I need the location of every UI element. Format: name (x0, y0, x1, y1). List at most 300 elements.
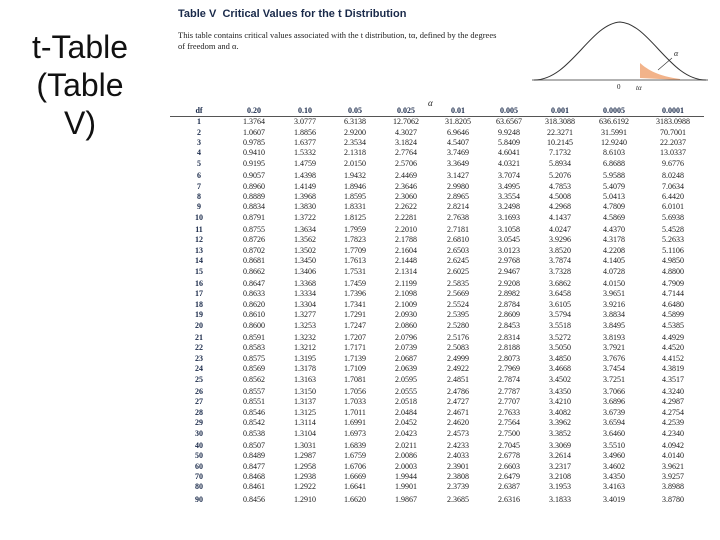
critical-value-cell: 1.3277 (294, 310, 316, 320)
header-row (170, 104, 704, 117)
df-cell: 90 (195, 494, 203, 504)
critical-value-cell: 6.0101 (662, 202, 684, 212)
critical-value-cell: 1.3232 (294, 333, 316, 342)
critical-value-cell: 4.1437 (549, 212, 571, 222)
critical-value-cell: 2.4233 (447, 440, 469, 450)
critical-value-cell: 4.3178 (603, 235, 625, 245)
critical-value-cell: 0.8600 (243, 320, 265, 330)
critical-value-cell: 4.4929 (662, 333, 684, 342)
critical-value-cell: 1.7396 (344, 289, 366, 299)
critical-value-cell: 3.6460 (603, 428, 625, 438)
table-row (170, 364, 704, 374)
critical-value-cell: 1.5332 (294, 148, 316, 158)
critical-value-cell: 2.5835 (447, 279, 469, 289)
critical-value-cell: 4.6041 (498, 148, 520, 158)
critical-value-cell: 0.8620 (243, 299, 265, 309)
table-row (170, 256, 704, 266)
critical-value-cell: 2.9467 (498, 266, 520, 276)
critical-value-cell: 4.4520 (662, 343, 684, 353)
critical-value-cell: 3.1833 (549, 494, 571, 504)
critical-value-cell: 3.7454 (603, 364, 625, 374)
table-heading (178, 8, 406, 20)
t-table-document (170, 4, 715, 538)
critical-value-cell: 1.2987 (294, 451, 316, 461)
table-row (170, 408, 704, 418)
critical-value-cell: 4.0321 (498, 158, 520, 168)
table-body (170, 117, 704, 506)
critical-value-cell: 3.4502 (549, 374, 571, 384)
critical-value-cell: 2.2010 (395, 225, 417, 235)
column-header-alpha: 0.0005 (586, 104, 642, 117)
critical-value-cell: 0.8557 (243, 386, 265, 396)
critical-value-cell: 3.9296 (549, 235, 571, 245)
critical-value-cell: 1.3031 (294, 440, 316, 450)
critical-value-cell: 2.9768 (498, 256, 520, 266)
critical-value-cell: 2.7638 (447, 212, 469, 222)
table-row (170, 493, 704, 505)
critical-value-cell: 4.5407 (447, 137, 469, 147)
column-header-alpha: 0.01 (432, 104, 484, 117)
critical-value-cell: 2.6025 (447, 266, 469, 276)
df-cell: 13 (195, 245, 203, 255)
critical-value-cell: 5.1106 (662, 245, 684, 255)
critical-value-cell: 1.3125 (294, 407, 316, 417)
critical-value-cell: 3.8780 (662, 494, 684, 504)
critical-value-cell: 3.7074 (498, 171, 520, 181)
table-row (170, 320, 704, 330)
table-row (170, 343, 704, 353)
critical-value-cell: 0.8834 (243, 202, 265, 212)
critical-value-cell: 2.0484 (395, 407, 417, 417)
critical-value-cell: 1.6706 (344, 461, 366, 471)
critical-value-cell: 2.1318 (344, 148, 366, 158)
critical-value-cell: 31.8205 (445, 117, 471, 127)
critical-value-cell: 5.6938 (662, 212, 684, 222)
critical-value-cell: 2.7181 (447, 225, 469, 235)
df-cell: 1 (197, 117, 201, 127)
critical-value-cell: 2.0860 (395, 320, 417, 330)
table-row (170, 374, 704, 384)
critical-value-cell: 3.9257 (662, 472, 684, 482)
critical-value-cell: 1.9432 (344, 171, 366, 181)
df-cell: 40 (195, 440, 203, 450)
df-cell: 18 (195, 299, 203, 309)
critical-value-cell: 1.8331 (344, 202, 366, 212)
critical-value-cell: 2.1604 (395, 245, 417, 255)
critical-value-cell: 0.8489 (243, 451, 265, 461)
column-header-alpha: 0.005 (484, 104, 534, 117)
critical-value-cell: 2.8214 (447, 202, 469, 212)
table-row (170, 213, 704, 223)
critical-value-cell: 6.4420 (662, 191, 684, 201)
critical-value-cell: 0.8507 (243, 440, 265, 450)
critical-value-cell: 3.4995 (498, 181, 520, 191)
critical-value-cell: 2.4033 (447, 451, 469, 461)
critical-value-cell: 7.1732 (549, 148, 571, 158)
critical-value-cell: 2.3739 (447, 482, 469, 492)
critical-value-cell: 2.0150 (344, 158, 366, 168)
critical-value-cell: 1.3368 (294, 279, 316, 289)
critical-value-cell: 318.3088 (545, 117, 575, 127)
critical-value-cell: 2.5524 (447, 299, 469, 309)
critical-value-cell: 4.4370 (603, 225, 625, 235)
critical-value-cell: 3.0777 (294, 117, 316, 127)
slide-title: t-Table (Table V) (31, 29, 129, 141)
critical-value-cell: 1.7531 (344, 266, 366, 276)
table-row (170, 148, 704, 158)
critical-value-cell: 3.8193 (603, 333, 625, 342)
critical-value-cell: 2.0003 (395, 461, 417, 471)
critical-value-cell: 2.1009 (395, 299, 417, 309)
critical-value-cell: 1.3104 (294, 428, 316, 438)
critical-value-cell: 3.4960 (603, 451, 625, 461)
critical-value-cell: 2.4922 (447, 364, 469, 374)
critical-value-cell: 4.4152 (662, 353, 684, 363)
critical-value-cell: 1.3764 (243, 117, 265, 127)
critical-value-cell: 2.1098 (395, 289, 417, 299)
table-row (170, 192, 704, 202)
critical-value-cell: 1.7011 (344, 407, 366, 417)
critical-value-cell: 5.4079 (603, 181, 625, 191)
critical-value-cell: 3.8495 (603, 320, 625, 330)
df-cell: 26 (195, 386, 203, 396)
critical-value-cell: 0.8647 (243, 279, 265, 289)
critical-value-cell: 3.1058 (498, 225, 520, 235)
df-cell: 21 (195, 333, 203, 342)
df-cell: 23 (195, 353, 203, 363)
critical-value-cell: 0.8456 (243, 494, 265, 504)
critical-value-cell: 6.8688 (603, 158, 625, 168)
critical-value-cell: 1.3634 (294, 225, 316, 235)
critical-value-cell: 0.8542 (243, 418, 265, 428)
table-description: This table contains critical values associated with the t distribution, tα, defined by the degrees of freedom and α. (178, 30, 497, 51)
critical-value-cell: 3.4163 (603, 482, 625, 492)
critical-value-cell: 1.6669 (344, 472, 366, 482)
critical-value-cell: 2.7874 (498, 374, 520, 384)
critical-value-cell: 2.5706 (395, 158, 417, 168)
critical-value-cell: 3.3649 (447, 158, 469, 168)
critical-value-cell: 10.2145 (547, 137, 573, 147)
critical-value-cell: 3.7874 (549, 256, 571, 266)
critical-value-cell: 7.0634 (662, 181, 684, 191)
critical-value-cell: 4.1405 (603, 256, 625, 266)
critical-value-cell: 3.9651 (603, 289, 625, 299)
critical-value-cell: 4.2208 (603, 245, 625, 255)
critical-value-cell: 2.6479 (498, 472, 520, 482)
table-row (170, 117, 704, 128)
critical-value-cell: 2.4786 (447, 386, 469, 396)
critical-value-cell: 0.8681 (243, 256, 265, 266)
critical-value-cell: 0.8791 (243, 212, 265, 222)
critical-value-cell: 3183.0988 (656, 117, 690, 127)
critical-value-cell: 1.7033 (344, 397, 366, 407)
table-row (170, 266, 704, 276)
critical-value-cell: 1.3178 (294, 364, 316, 374)
critical-value-cell: 2.8073 (498, 353, 520, 363)
critical-value-cell: 4.3819 (662, 364, 684, 374)
critical-value-cell: 1.3450 (294, 256, 316, 266)
critical-value-cell: 2.0518 (395, 397, 417, 407)
critical-value-cell: 3.1427 (447, 171, 469, 181)
critical-value-cell: 2.0423 (395, 428, 417, 438)
critical-value-cell: 2.8453 (498, 320, 520, 330)
critical-value-cell: 3.5272 (549, 333, 571, 342)
critical-value-cell: 9.9248 (498, 127, 520, 137)
critical-value-cell: 1.7139 (344, 353, 366, 363)
critical-value-cell: 0.8591 (243, 333, 265, 342)
critical-value-cell: 0.8575 (243, 353, 265, 363)
critical-value-cell: 2.0739 (395, 343, 417, 353)
critical-value-cell: 6.9646 (447, 127, 469, 137)
critical-value-cell: 2.5176 (447, 333, 469, 342)
critical-value-cell: 2.1448 (395, 256, 417, 266)
table-row (170, 277, 704, 289)
critical-value-cell: 4.3517 (662, 374, 684, 384)
critical-value-cell: 1.9867 (395, 494, 417, 504)
critical-value-cell: 3.4850 (549, 353, 571, 363)
critical-value-cell: 0.8569 (243, 364, 265, 374)
alpha-column-label: α (428, 98, 433, 108)
critical-value-cell: 1.0607 (243, 127, 265, 137)
critical-value-cell: 0.8551 (243, 397, 265, 407)
critical-value-cell: 1.7247 (344, 320, 366, 330)
table-row (170, 472, 704, 482)
critical-value-cell: 3.6862 (549, 279, 571, 289)
critical-value-cell: 2.7633 (498, 407, 520, 417)
critical-value-cell: 4.7909 (662, 279, 684, 289)
critical-value-cell: 9.6776 (662, 158, 684, 168)
critical-value-cell: 1.3212 (294, 343, 316, 353)
critical-value-cell: 2.5083 (447, 343, 469, 353)
critical-value-cell: 12.7062 (393, 117, 419, 127)
critical-value-cell: 2.5395 (447, 310, 469, 320)
column-header-alpha: 0.10 (280, 104, 330, 117)
critical-value-cell: 2.3685 (447, 494, 469, 504)
diagram-t-alpha-label: tα (636, 84, 642, 92)
critical-value-cell: 3.4350 (549, 386, 571, 396)
critical-value-cell: 3.6105 (549, 299, 571, 309)
critical-value-cell: 3.6896 (603, 397, 625, 407)
column-header-alpha: 0.0001 (642, 104, 704, 117)
critical-value-cell: 1.3722 (294, 212, 316, 222)
critical-value-cell: 1.3502 (294, 245, 316, 255)
critical-value-cell: 2.1314 (395, 266, 417, 276)
table-row (170, 246, 704, 256)
critical-value-cell: 3.3962 (549, 418, 571, 428)
critical-value-cell: 5.9588 (603, 171, 625, 181)
critical-value-cell: 0.8702 (243, 245, 265, 255)
critical-value-cell: 2.6778 (498, 451, 520, 461)
critical-value-cell: 2.8784 (498, 299, 520, 309)
critical-value-cell: 3.1953 (549, 482, 571, 492)
critical-value-cell: 2.8188 (498, 343, 520, 353)
table-label: Table V (178, 8, 217, 20)
critical-value-cell: 2.6387 (498, 482, 520, 492)
table-row (170, 385, 704, 397)
df-cell: 25 (195, 374, 203, 384)
critical-value-cell: 1.3334 (294, 289, 316, 299)
critical-value-cell: 3.8988 (662, 482, 684, 492)
critical-value-cell: 3.5794 (549, 310, 571, 320)
critical-value-cell: 2.7787 (498, 386, 520, 396)
df-cell: 4 (197, 148, 201, 158)
critical-value-cell: 5.0413 (603, 191, 625, 201)
table-row (170, 397, 704, 407)
critical-value-cell: 63.6567 (496, 117, 522, 127)
critical-value-cell: 1.3150 (294, 386, 316, 396)
critical-value-cell: 3.4082 (549, 407, 571, 417)
table-row (170, 418, 704, 428)
table-row (170, 354, 704, 364)
critical-value-cell: 2.4851 (447, 374, 469, 384)
critical-value-cell: 70.7001 (660, 127, 686, 137)
critical-value-cell: 4.6480 (662, 299, 684, 309)
table-row (170, 331, 704, 343)
critical-value-cell: 3.2108 (549, 472, 571, 482)
critical-value-cell: 22.3271 (547, 127, 573, 137)
critical-value-cell: 4.9850 (662, 256, 684, 266)
critical-value-cell: 4.2340 (662, 428, 684, 438)
critical-value-cell: 1.6973 (344, 428, 366, 438)
t-distribution-curve (530, 14, 710, 92)
critical-value-cell: 3.6594 (603, 418, 625, 428)
df-cell: 24 (195, 364, 203, 374)
critical-value-cell: 2.3060 (395, 191, 417, 201)
table-row (170, 202, 704, 212)
df-cell: 3 (197, 137, 201, 147)
critical-value-cell: 3.4668 (549, 364, 571, 374)
critical-value-cell: 2.6316 (498, 494, 520, 504)
critical-value-cell: 4.5899 (662, 310, 684, 320)
critical-value-cell: 2.8314 (498, 333, 520, 342)
critical-value-cell: 1.7823 (344, 235, 366, 245)
critical-value-cell: 1.3137 (294, 397, 316, 407)
critical-value-cell: 8.0248 (662, 171, 684, 181)
critical-value-cell: 3.0123 (498, 245, 520, 255)
critical-value-cell: 2.0086 (395, 451, 417, 461)
critical-value-cell: 1.3163 (294, 374, 316, 384)
df-cell: 60 (195, 461, 203, 471)
table-row (170, 439, 704, 451)
critical-value-cell: 2.7969 (498, 364, 520, 374)
critical-value-cell: 1.2938 (294, 472, 316, 482)
critical-value-cell: 2.0639 (395, 364, 417, 374)
df-cell: 20 (195, 320, 203, 330)
critical-value-cell: 2.6810 (447, 235, 469, 245)
table-row (170, 310, 704, 320)
critical-value-cell: 2.3901 (447, 461, 469, 471)
critical-value-cell: 1.7056 (344, 386, 366, 396)
critical-value-cell: 1.6991 (344, 418, 366, 428)
critical-value-cell: 3.7328 (549, 266, 571, 276)
table-row (170, 300, 704, 310)
critical-value-cell: 5.2633 (662, 235, 684, 245)
df-cell: 28 (195, 407, 203, 417)
critical-value-cell: 1.4149 (294, 181, 316, 191)
critical-value-cell: 2.9200 (344, 127, 366, 137)
critical-value-cell: 3.2317 (549, 461, 571, 471)
critical-value-cell: 2.8609 (498, 310, 520, 320)
critical-value-cell: 2.3646 (395, 181, 417, 191)
critical-value-cell: 3.9621 (662, 461, 684, 471)
critical-value-cell: 31.5991 (601, 127, 627, 137)
table-row (170, 462, 704, 472)
critical-value-cell: 1.3830 (294, 202, 316, 212)
critical-value-cell: 3.7066 (603, 386, 625, 396)
critical-value-cell: 2.0687 (395, 353, 417, 363)
critical-value-cell: 3.5510 (603, 440, 625, 450)
critical-value-cell: 2.6603 (498, 461, 520, 471)
critical-value-cell: 4.2968 (549, 202, 571, 212)
critical-value-cell: 3.3069 (549, 440, 571, 450)
df-cell: 70 (195, 472, 203, 482)
df-cell: 27 (195, 397, 203, 407)
critical-value-cell: 4.5008 (549, 191, 571, 201)
density-curve (534, 22, 706, 80)
critical-value-cell: 3.1824 (395, 137, 417, 147)
diagram-zero-label: 0 (617, 83, 621, 91)
critical-value-cell: 2.1199 (395, 279, 417, 289)
critical-value-cell: 8.6103 (603, 148, 625, 158)
df-cell: 30 (195, 428, 203, 438)
critical-value-cell: 1.8125 (344, 212, 366, 222)
critical-value-cell: 2.9980 (447, 181, 469, 191)
critical-value-cell: 0.9785 (243, 137, 265, 147)
critical-value-cell: 3.8520 (549, 245, 571, 255)
critical-value-cell: 2.0555 (395, 386, 417, 396)
critical-value-cell: 4.7809 (603, 202, 625, 212)
df-cell: 80 (195, 482, 203, 492)
critical-value-cell: 0.8633 (243, 289, 265, 299)
column-header-alpha: 0.05 (330, 104, 380, 117)
critical-value-cell: 1.3195 (294, 353, 316, 363)
critical-value-cell: 4.0728 (603, 266, 625, 276)
column-header-alpha: 0.001 (534, 104, 586, 117)
t-critical-values-table (170, 104, 704, 505)
critical-value-cell: 0.8889 (243, 191, 265, 201)
critical-value-cell: 2.8965 (447, 191, 469, 201)
critical-value-cell: 0.8960 (243, 181, 265, 191)
critical-value-cell: 1.6377 (294, 137, 316, 147)
critical-value-cell: 3.9216 (603, 299, 625, 309)
critical-value-cell: 2.3808 (447, 472, 469, 482)
column-header-df: df (170, 104, 228, 117)
critical-value-cell: 636.6192 (599, 117, 629, 127)
critical-value-cell: 0.8538 (243, 428, 265, 438)
critical-value-cell: 2.8982 (498, 289, 520, 299)
table-row (170, 235, 704, 245)
critical-value-cell: 3.4019 (603, 494, 625, 504)
critical-value-cell: 6.3138 (344, 117, 366, 127)
critical-value-cell: 1.8595 (344, 191, 366, 201)
critical-value-cell: 1.7207 (344, 333, 366, 342)
critical-value-cell: 2.3534 (344, 137, 366, 147)
critical-value-cell: 2.6245 (447, 256, 469, 266)
critical-value-cell: 4.0942 (662, 440, 684, 450)
critical-value-cell: 3.4350 (603, 472, 625, 482)
critical-value-cell: 2.7764 (395, 148, 417, 158)
critical-value-cell: 4.7853 (549, 181, 571, 191)
critical-value-cell: 2.5280 (447, 320, 469, 330)
critical-value-cell: 0.9195 (243, 158, 265, 168)
critical-value-cell: 0.8546 (243, 407, 265, 417)
column-header-alpha: 0.20 (228, 104, 280, 117)
diagram-alpha-label: α (674, 49, 679, 58)
critical-value-cell: 1.7459 (344, 279, 366, 289)
critical-value-cell: 1.4759 (294, 158, 316, 168)
critical-value-cell: 1.9944 (395, 472, 417, 482)
critical-value-cell: 3.5050 (549, 343, 571, 353)
